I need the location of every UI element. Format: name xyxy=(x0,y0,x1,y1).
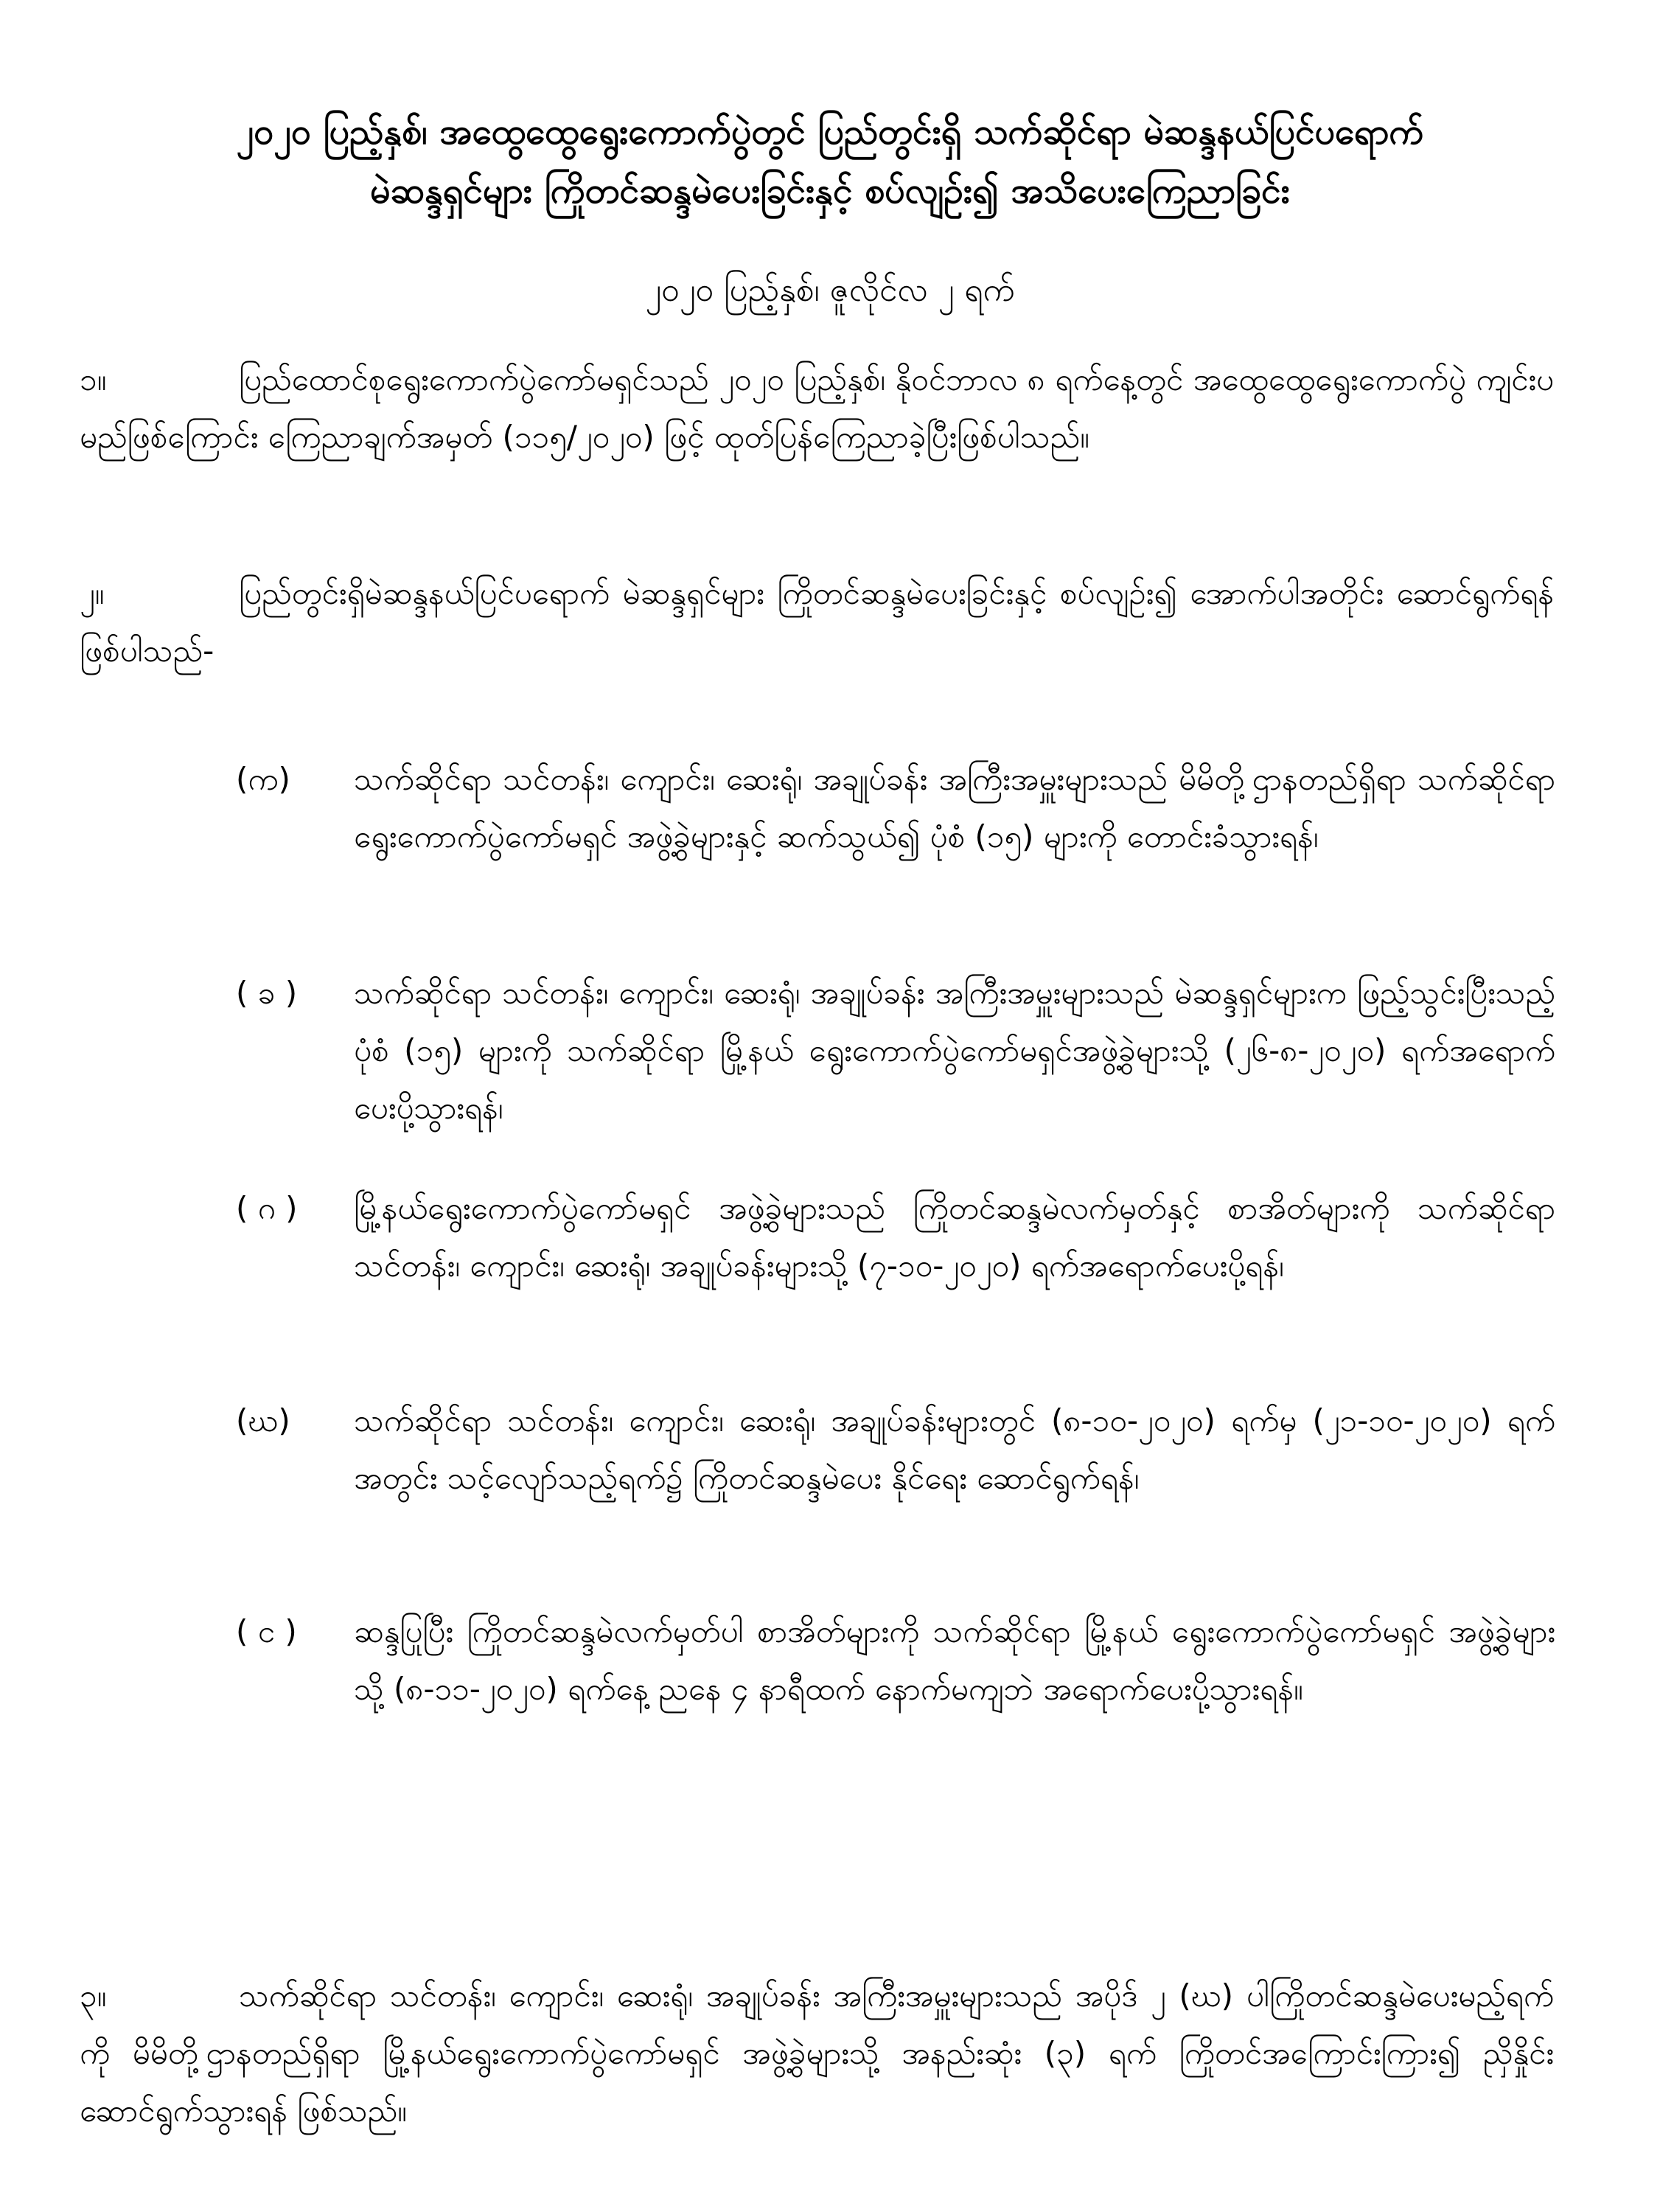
notice-title-line1: ၂၀၂၀ ပြည့်နှစ်၊ အထွေထွေရွေးကောက်ပွဲတွင် ပြည်တွင်းရှိ သက်ဆိုင်ရာ မဲဆန္ဒနယ်ပြင်ပရောက် xyxy=(236,111,1424,153)
sub-item-text: သက်ဆိုင်ရာ သင်တန်း၊ ကျောင်း၊ ဆေးရုံ၊ အချုပ်ခန်းများတွင် (၈-၁၀-၂၀၂၀) ရက်မှ (၂၁-၁၀-၂၀၂၀) ရက်အတွင်း သင့်လျော်သည့်ရက်၌ ကြိုတင်ဆန္ဒမဲပေး နိုင်ရေး ဆောင်ရွက်ရန်၊ xyxy=(354,1402,1555,1496)
paragraph-3 xyxy=(80,1967,1554,2140)
sub-item-text: သက်ဆိုင်ရာ သင်တန်း၊ ကျောင်း၊ ဆေးရုံ၊ အချုပ်ခန်း အကြီးအမှူးများသည် မိမိတို့ဌာနတည်ရှိရာ သက်ဆိုင်ရာ ရွေးကောက်ပွဲကော်မရှင် အဖွဲ့ခွဲများနှင့် ဆက်သွယ်၍ ပုံစံ (၁၅) များကို တောင်းခံသွားရန်၊ xyxy=(354,761,1555,855)
paragraph-text: သက်ဆိုင်ရာ သင်တန်း၊ ကျောင်း၊ ဆေးရုံ၊ အချုပ်ခန်း အကြီးအမှူးများသည် အပိုဒ် ၂ (ဃ) ပါကြိုတင်ဆန္ဒမဲပေးမည့်ရက်ကို မိမိတို့ဌာနတည်ရှိရာ မြို့နယ်ရွေးကောက်ပွဲကော်မရှင် အဖွဲ့ခွဲများသို့ အနည်းဆုံး (၃) ရက် ကြိုတင်အကြောင်းကြား၍ ညှိနှိုင်းဆောင်ရွက်သွားရန် ဖြစ်သည်။ xyxy=(80,1978,1554,2129)
sub-item-text: ဆန္ဒပြုပြီး ကြိုတင်ဆန္ဒမဲလက်မှတ်ပါ စာအိတ်များကို သက်ဆိုင်ရာ မြို့နယ် ရွေးကောက်ပွဲကော်မရှင် အဖွဲ့ခွဲများသို့ (၈-၁၁-၂၀၂၀) ရက်နေ့ ညနေ ၄ နာရီထက် နောက်မကျဘဲ အရောက်ပေးပို့သွားရန်။ xyxy=(354,1613,1555,1707)
paragraph-2 xyxy=(80,565,1554,680)
sub-item-nga xyxy=(236,1603,1555,1718)
sub-item-label: (က) xyxy=(236,761,290,797)
sub-item-label: ( င ) xyxy=(236,1613,297,1649)
sub-item-ka xyxy=(236,751,1555,866)
sub-item-text: မြို့နယ်ရွေးကောက်ပွဲကော်မရှင် အဖွဲ့ခွဲများသည် ကြိုတင်ဆန္ဒမဲလက်မှတ်နှင့် စာအိတ်များကို သက်ဆိုင်ရာ သင်တန်း၊ ကျောင်း၊ ဆေးရုံ၊ အချုပ်ခန်းများသို့ (၇-၁၀-၂၀၂၀) ရက်အရောက်ပေးပို့ရန်၊ xyxy=(354,1190,1555,1284)
sub-item-text: သက်ဆိုင်ရာ သင်တန်း၊ ကျောင်း၊ ဆေးရုံ၊ အချုပ်ခန်း အကြီးအမှူးများသည် မဲဆန္ဒရှင်များက ဖြည့်သွင်းပြီးသည့် ပုံစံ (၁၅) များကို သက်ဆိုင်ရာ မြို့နယ် ရွေးကောက်ပွဲကော်မရှင်အဖွဲ့ခွဲများသို့ (၂၆-၈-၂၀၂၀) ရက်အရောက်ပေးပို့သွားရန်၊ xyxy=(354,975,1555,1126)
notice-date: ၂၀၂၀ ပြည့်နှစ်၊ ဇူလိုင်လ ၂ ရက် xyxy=(645,271,1015,309)
paragraph-1 xyxy=(80,351,1554,466)
paragraph-text: ပြည်ထောင်စုရွေးကောက်ပွဲကော်မရှင်သည် ၂၀၂၀ ပြည့်နှစ်၊ နိုဝင်ဘာလ ၈ ရက်နေ့တွင် အထွေထွေရွေးကောက်ပွဲ ကျင်းပမည်ဖြစ်ကြောင်း ကြေညာချက်အမှတ် (၁၁၅/၂၀၂၀) ဖြင့် ထုတ်ပြန်ကြေညာခဲ့ပြီးဖြစ်ပါသည်။ xyxy=(80,361,1554,455)
sub-item-label: ( ဂ ) xyxy=(236,1190,298,1226)
paragraph-number: ၁။ xyxy=(80,361,107,397)
notice-title-line2: မဲဆန္ဒရှင်များ ကြိုတင်ဆန္ဒမဲပေးခြင်းနှင့် စပ်လျဉ်း၍ အသိပေးကြေညာခြင်း xyxy=(370,170,1290,212)
sub-item-gha xyxy=(236,1392,1555,1507)
paragraph-number: ၂။ xyxy=(80,575,105,611)
sub-item-kha xyxy=(236,964,1555,1137)
sub-item-label: (ဃ) xyxy=(236,1402,290,1439)
sub-item-label: ( ခ ) xyxy=(236,975,298,1011)
sub-item-ga xyxy=(236,1180,1555,1295)
paragraph-text: ပြည်တွင်းရှိမဲဆန္ဒနယ်ပြင်ပရောက် မဲဆန္ဒရှင်များ ကြိုတင်ဆန္ဒမဲပေးခြင်းနှင့် စပ်လျဉ်း၍ အောက်ပါအတိုင်း ဆောင်ရွက်ရန် ဖြစ်ပါသည်- xyxy=(80,575,1554,669)
paragraph-number: ၃။ xyxy=(80,1978,107,2014)
